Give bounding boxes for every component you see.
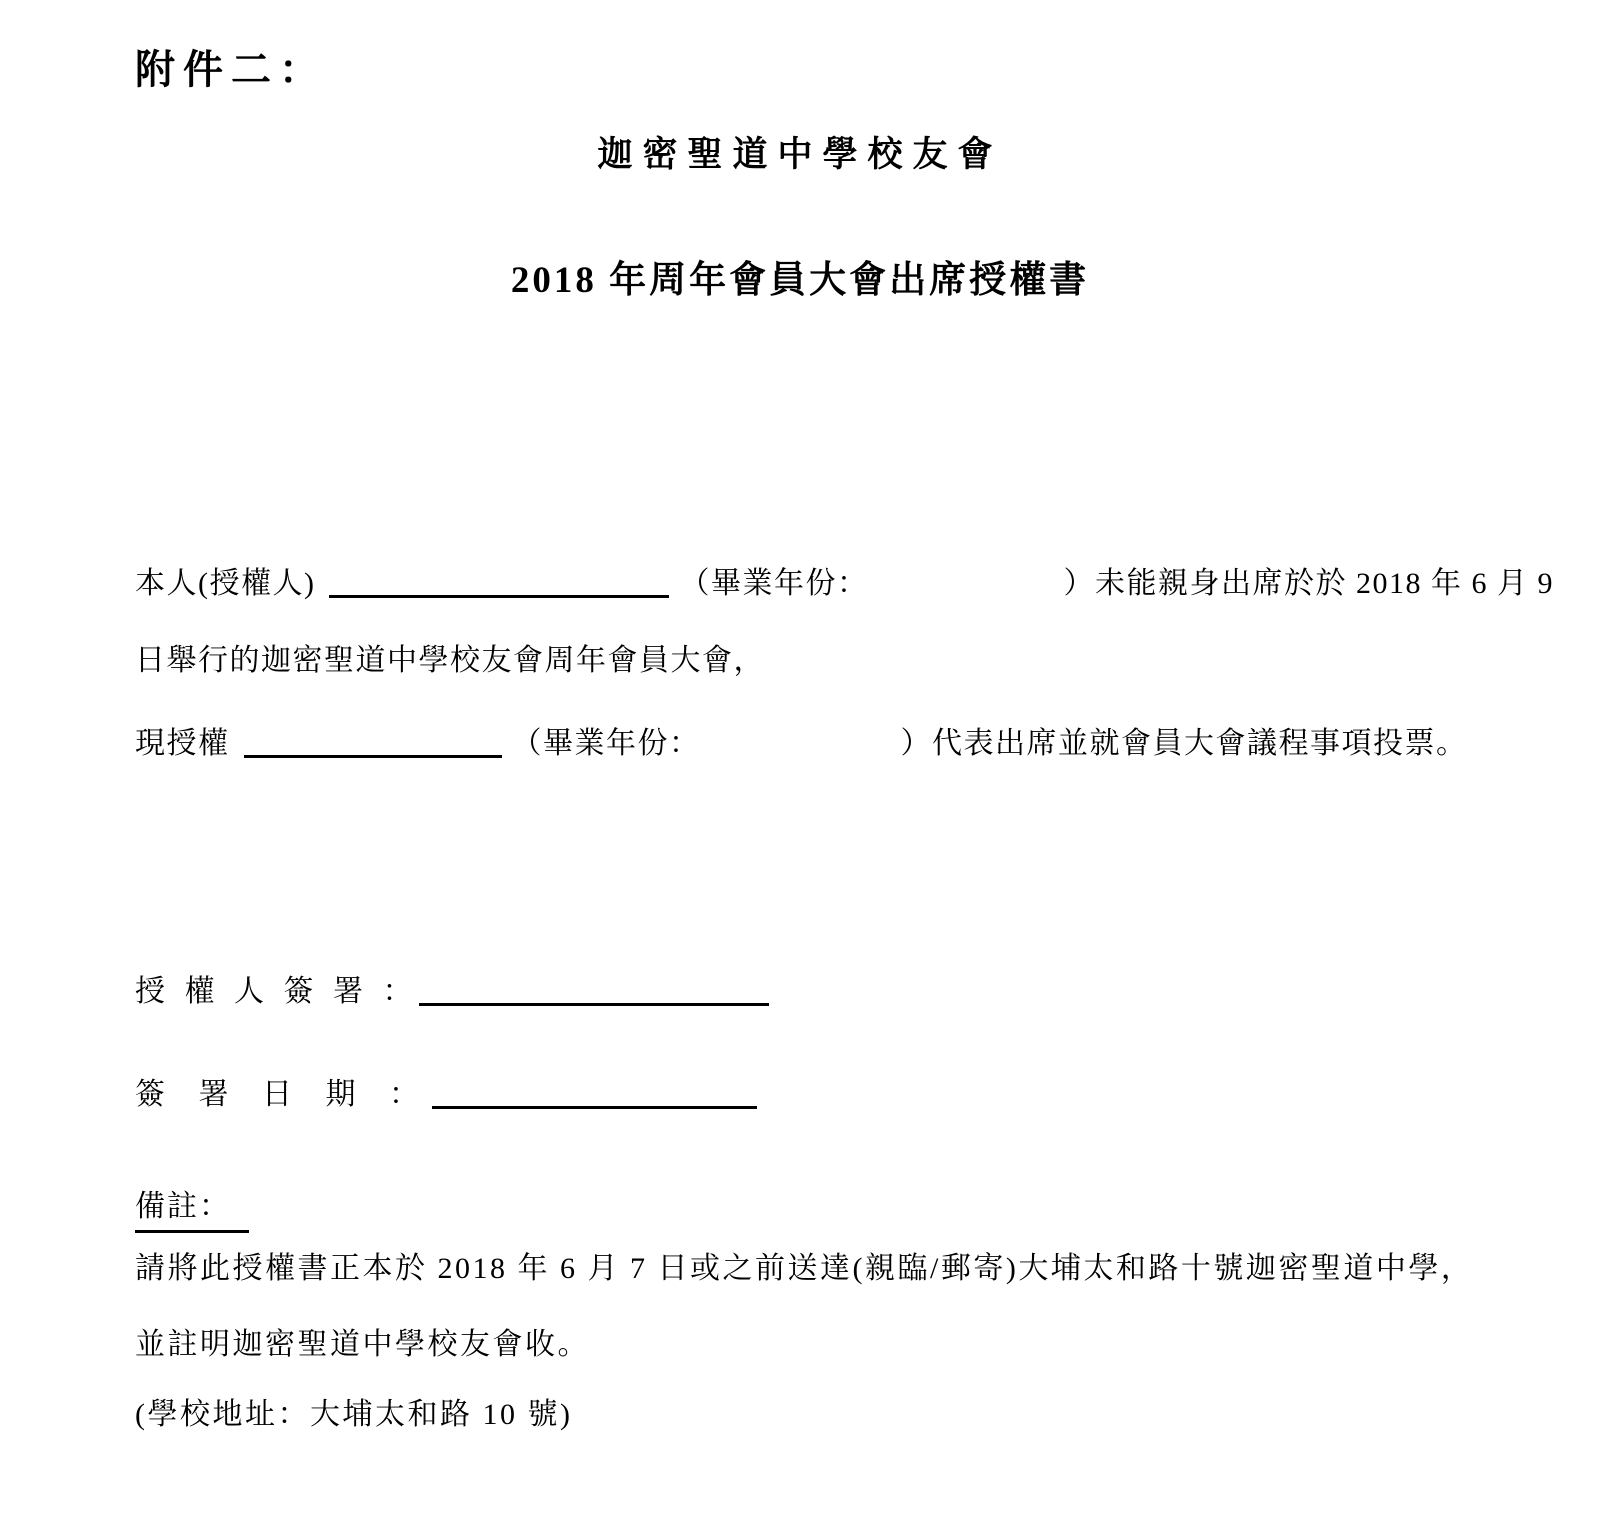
close-paren-icon: ） (900, 727, 932, 760)
meeting-line: 日舉行的迦密聖道中學校友會周年會員大會， (135, 644, 765, 677)
principal-grad-year-blank[interactable] (868, 563, 1063, 593)
notes-heading: 備註： (135, 1188, 249, 1233)
proxy-name-blank[interactable] (244, 725, 502, 758)
close-paren-icon: ） (1063, 567, 1095, 600)
association-name: 迦密聖道中學校友會 (597, 135, 1003, 174)
notes-heading-row (135, 1188, 249, 1233)
note-line-school-address: (學校地址：大埔太和路 10 號) (135, 1398, 573, 1431)
grad-year-label: （畢業年份： (679, 567, 869, 600)
principal-name-blank[interactable] (329, 565, 669, 598)
attachment-label: 附件二： (135, 47, 327, 92)
signing-date-row (135, 1076, 757, 1114)
proxy-suffix: 代表出席並就會員大會議程事項投票。 (932, 727, 1468, 760)
principal-line (135, 563, 1554, 603)
absence-text: 未能親身出席於於 2018 年 6 月 9 (1094, 567, 1554, 600)
signing-date-label: 簽 署 日 期 ： (135, 1078, 432, 1111)
signer-signature-label: 授 權 人 簽 署 ： (135, 975, 419, 1008)
note-line-delivery: 請將此授權書正本於 2018 年 6 月 7 日或之前送達(親臨/郵寄)大埔太和路十號迦密聖道中學， (135, 1252, 1474, 1285)
proxy-prefix: 現授權 (135, 727, 230, 760)
signer-signature-row (135, 973, 769, 1011)
signing-date-blank[interactable] (432, 1076, 757, 1109)
principal-prefix: 本人(授權人) (135, 567, 316, 600)
proxy-grad-year-blank[interactable] (701, 723, 901, 753)
proxy-line (135, 723, 1468, 763)
note-line-attention: 並註明迦密聖道中學校友會收。 (135, 1328, 590, 1361)
grad-year-label: （畢業年份： (511, 727, 701, 760)
signer-signature-blank[interactable] (419, 973, 769, 1006)
form-title: 2018 年周年會員大會出席授權書 (510, 260, 1090, 301)
